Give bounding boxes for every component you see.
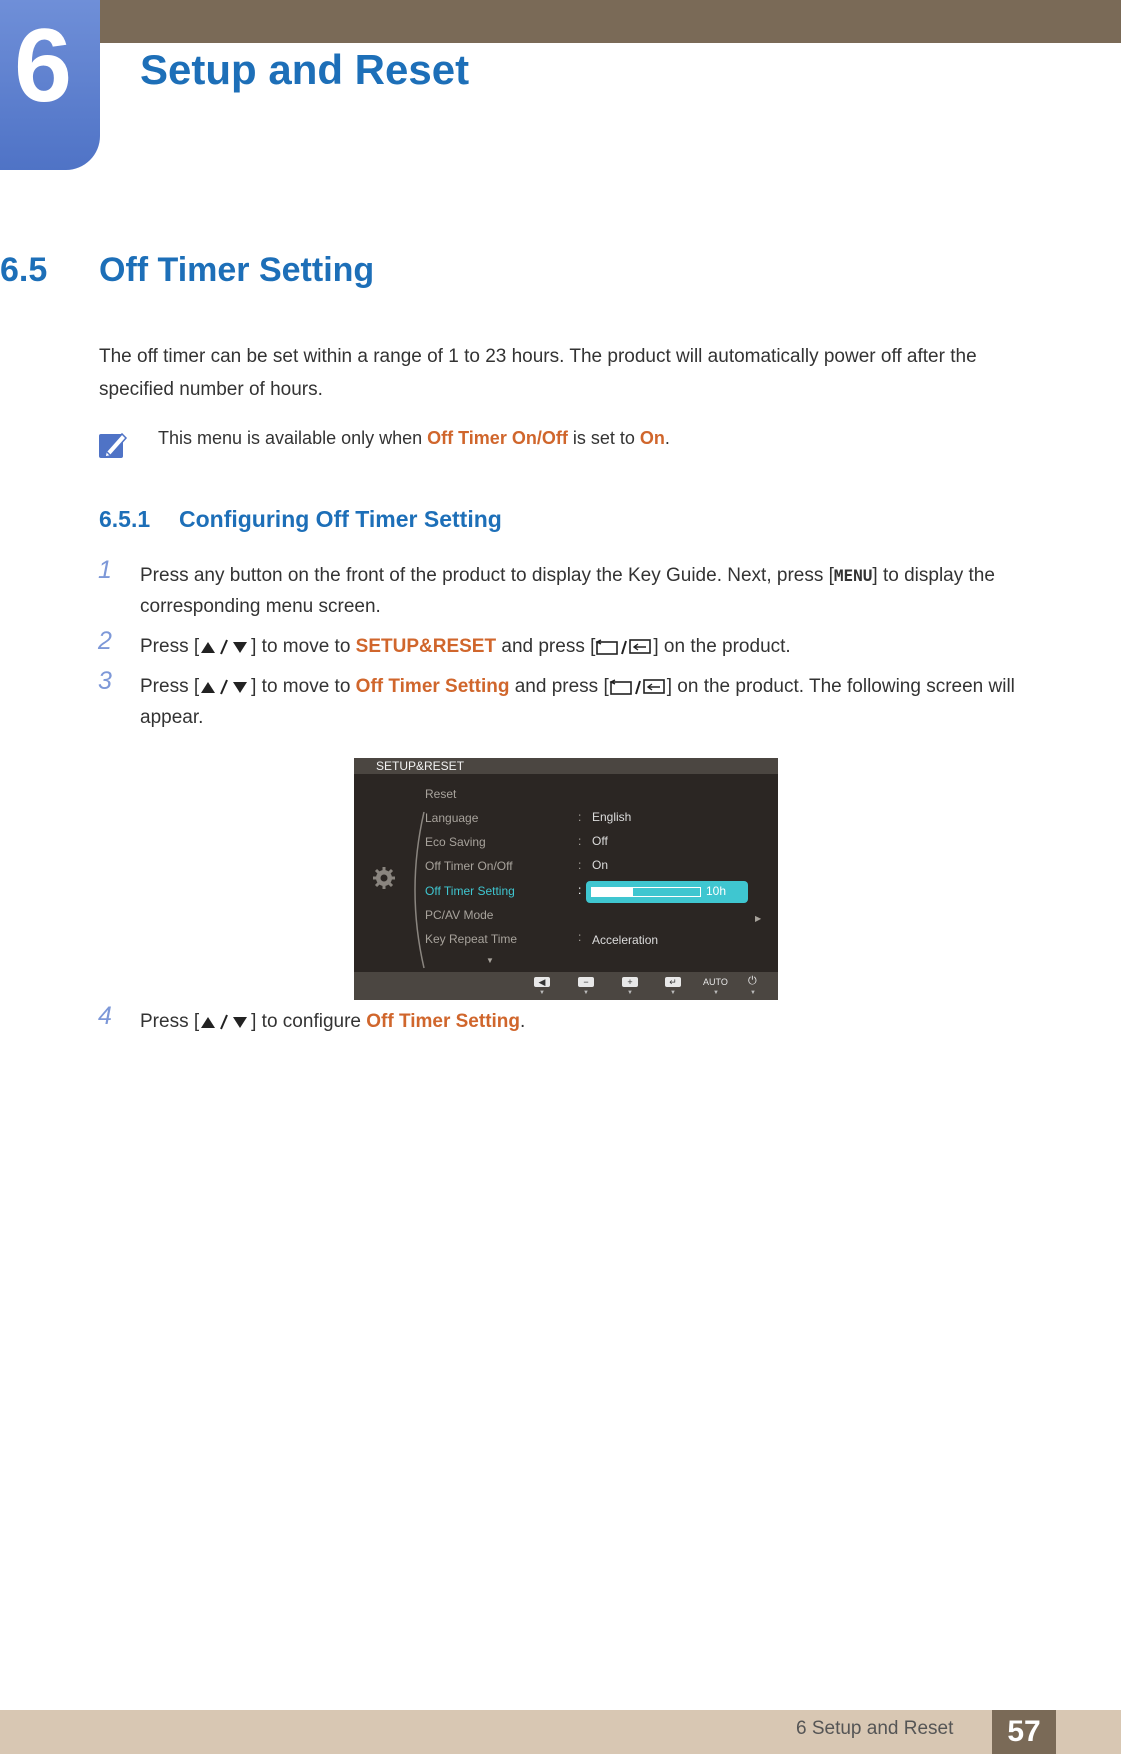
step-4-highlight: Off Timer Setting bbox=[366, 1011, 521, 1032]
note-text bbox=[158, 428, 670, 449]
step-2-text bbox=[140, 631, 1040, 662]
chapter-tab bbox=[0, 0, 100, 170]
up-down-arrow-icon bbox=[199, 678, 251, 696]
section-title: Off Timer Setting bbox=[99, 251, 375, 289]
power-key-icon[interactable]: ⏻ bbox=[748, 975, 757, 987]
step-number-2: 2 bbox=[98, 627, 112, 655]
step-number-4: 4 bbox=[98, 1002, 112, 1030]
step-number-3: 3 bbox=[98, 667, 112, 695]
step-2-d: ] on the product. bbox=[653, 636, 791, 657]
submenu-arrow-icon: ▶ bbox=[755, 914, 762, 923]
osd-menu-screen bbox=[354, 758, 778, 1000]
step-1-text bbox=[140, 560, 1040, 622]
source-enter-icon bbox=[595, 638, 653, 656]
note-suffix: . bbox=[664, 428, 670, 448]
slider-value: 10h bbox=[706, 884, 727, 898]
page-number: 57 bbox=[992, 1710, 1056, 1754]
note-middle: is set to bbox=[567, 428, 640, 448]
step-1-a: Press any button on the front of the product to display the Key Guide. Next, press [ bbox=[140, 565, 834, 586]
scroll-down-icon: ▼ bbox=[486, 956, 494, 965]
plus-key-icon[interactable]: + bbox=[622, 977, 638, 987]
osd-item-pc-av-mode[interactable]: PC/AV Mode bbox=[425, 908, 494, 922]
step-3-b: ] to move to bbox=[251, 676, 356, 697]
enter-key-icon[interactable]: ↵ bbox=[665, 977, 681, 987]
subsection-title: Configuring Off Timer Setting bbox=[179, 506, 502, 532]
subsection-number: 6.5.1 bbox=[99, 506, 151, 532]
osd-value-language: English bbox=[592, 810, 632, 824]
osd-colon: : bbox=[578, 930, 582, 944]
osd-value-off-timer-on-off: On bbox=[592, 858, 609, 872]
step-4-text bbox=[140, 1006, 1040, 1037]
osd-item-eco-saving[interactable]: Eco Saving bbox=[425, 835, 486, 849]
off-timer-slider[interactable] bbox=[586, 881, 748, 903]
note-prefix: This menu is available only when bbox=[158, 428, 428, 448]
step-3-text bbox=[140, 671, 1040, 733]
header-band bbox=[0, 0, 1121, 43]
osd-item-key-repeat-time[interactable]: Key Repeat Time bbox=[425, 932, 518, 946]
key-tick-icon: ▼ bbox=[539, 990, 545, 996]
step-2-a: Press [ bbox=[140, 636, 200, 657]
source-enter-icon bbox=[609, 678, 667, 696]
step-3-highlight: Off Timer Setting bbox=[355, 676, 510, 697]
gear-icon bbox=[372, 866, 396, 890]
osd-item-language[interactable]: Language bbox=[425, 811, 479, 825]
step-3-d: ] on the product. The following screen will appear. bbox=[140, 676, 1015, 728]
step-2-c: and press [ bbox=[496, 636, 596, 657]
osd-value-key-repeat-time: Acceleration bbox=[592, 933, 659, 947]
key-tick-icon: ▼ bbox=[627, 990, 633, 996]
step-4-c: . bbox=[520, 1011, 526, 1032]
step-4-a: Press [ bbox=[140, 1011, 200, 1032]
minus-key-icon[interactable]: − bbox=[578, 977, 594, 987]
key-tick-icon: ▼ bbox=[713, 990, 719, 996]
osd-colon: : bbox=[578, 810, 582, 824]
slider-track bbox=[591, 887, 701, 897]
key-tick-icon: ▼ bbox=[750, 990, 756, 996]
osd-header bbox=[354, 758, 778, 774]
osd-key-guide bbox=[354, 972, 778, 1000]
key-tick-icon: ▼ bbox=[583, 990, 589, 996]
section-intro: The off timer can be set within a range of 1 to 23 hours. The product will automatically power off after the specified number of hours. bbox=[99, 346, 977, 400]
step-4-b: ] to configure bbox=[251, 1011, 367, 1032]
osd-colon: : bbox=[578, 883, 582, 897]
menu-key: MENU bbox=[833, 566, 873, 585]
osd-colon: : bbox=[578, 858, 582, 872]
step-3-a: Press [ bbox=[140, 676, 200, 697]
step-1-b: ] to display the corresponding menu screen. bbox=[140, 565, 995, 617]
auto-key[interactable]: AUTO bbox=[703, 977, 728, 987]
key-tick-icon: ▼ bbox=[670, 990, 676, 996]
slider-fill bbox=[592, 888, 633, 896]
up-down-arrow-icon bbox=[199, 638, 251, 656]
osd-item-reset[interactable]: Reset bbox=[425, 787, 457, 801]
osd-item-off-timer-setting[interactable]: Off Timer Setting bbox=[425, 884, 515, 898]
note-pencil-icon bbox=[98, 430, 130, 460]
section-number: 6.5 bbox=[0, 251, 48, 289]
up-down-arrow-icon bbox=[199, 1013, 251, 1031]
osd-colon: : bbox=[578, 834, 582, 848]
chapter-number: 6 bbox=[14, 8, 72, 124]
osd-item-off-timer-on-off[interactable]: Off Timer On/Off bbox=[425, 859, 513, 873]
chapter-title: Setup and Reset bbox=[140, 46, 470, 93]
note-highlight-off-timer: Off Timer On/Off bbox=[427, 428, 568, 448]
step-3-c: and press [ bbox=[509, 676, 609, 697]
footer-text: 6 Setup and Reset bbox=[796, 1718, 954, 1739]
note-highlight-on: On bbox=[639, 428, 665, 448]
step-2-highlight: SETUP&RESET bbox=[355, 636, 497, 657]
osd-value-eco-saving: Off bbox=[592, 834, 608, 848]
left-key-icon[interactable]: ◀ bbox=[534, 977, 550, 987]
osd-title: SETUP&RESET bbox=[376, 759, 465, 773]
step-number-1: 1 bbox=[98, 556, 112, 584]
step-2-b: ] to move to bbox=[251, 636, 356, 657]
